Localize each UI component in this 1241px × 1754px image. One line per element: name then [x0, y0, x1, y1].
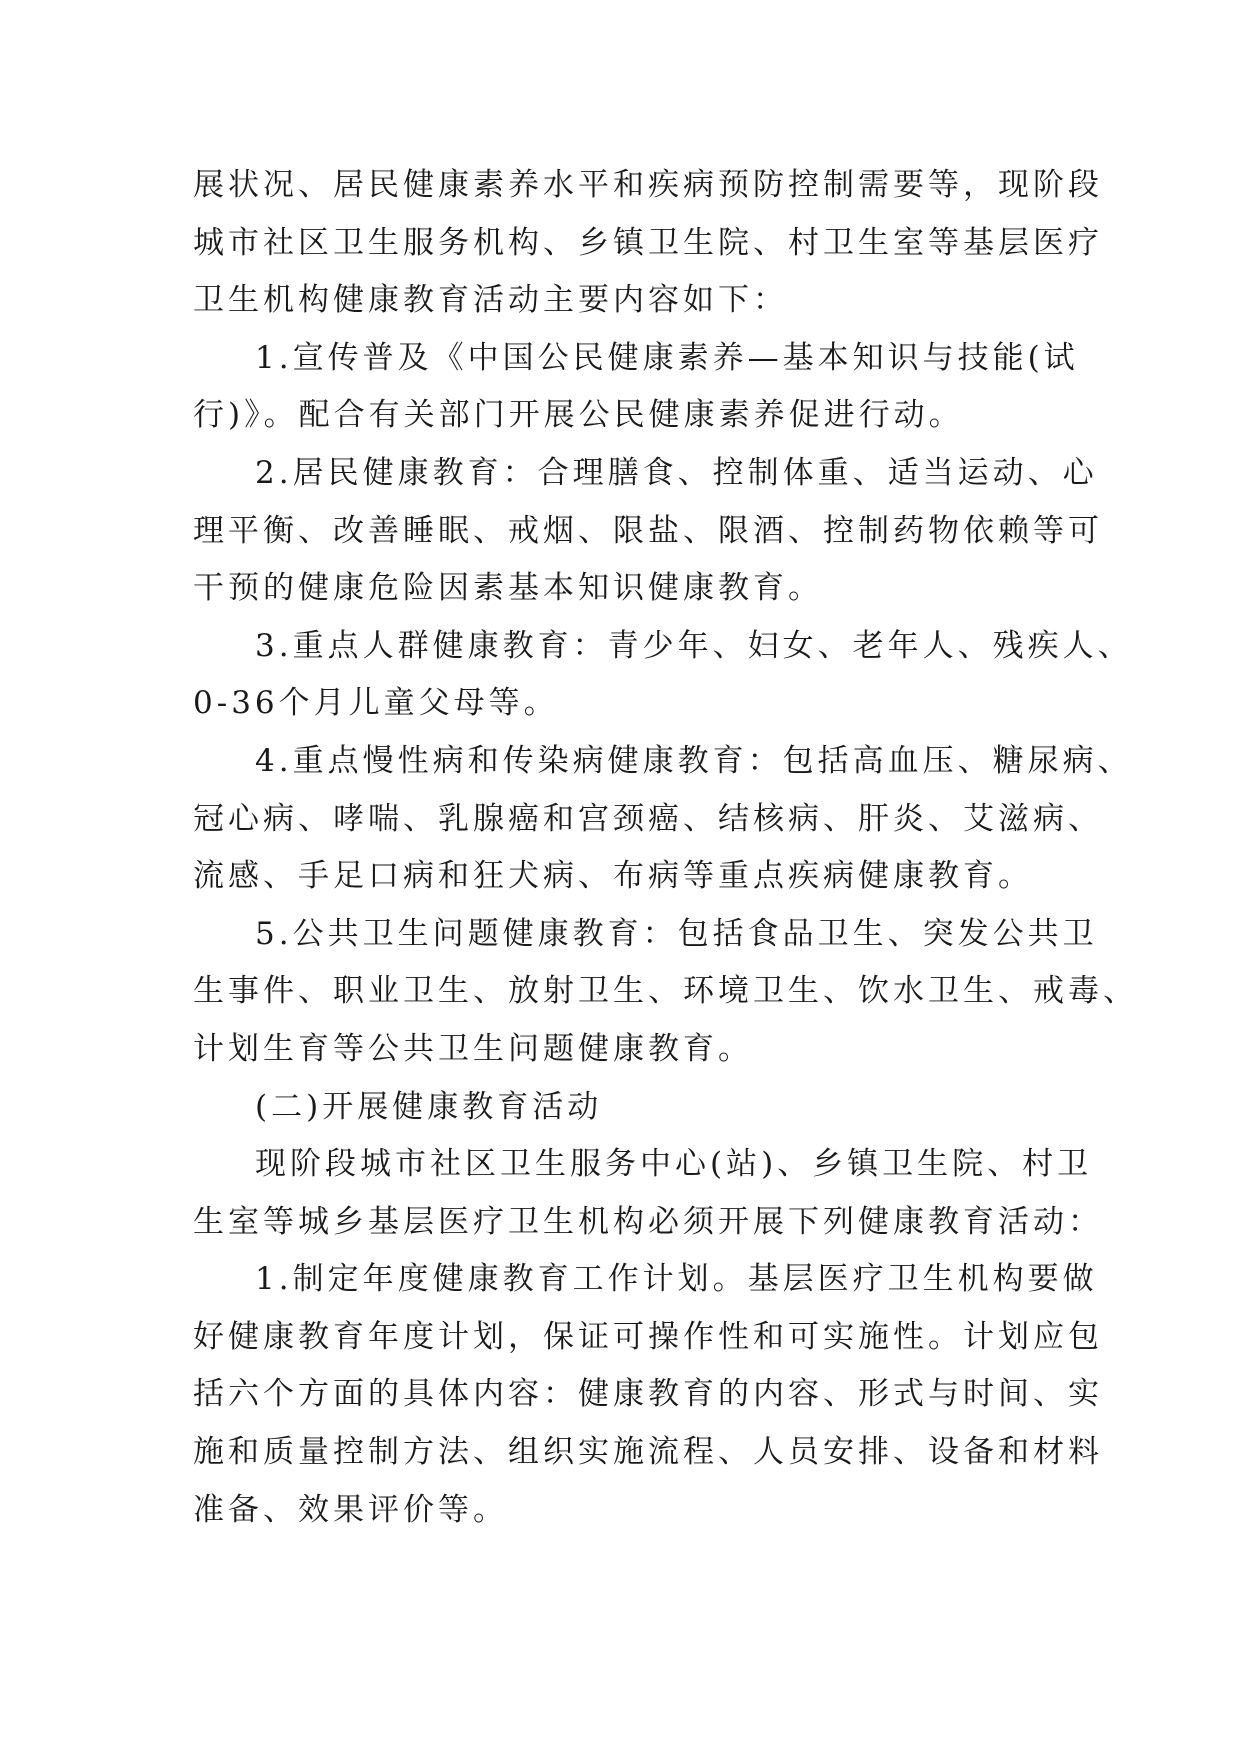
text-line: 流感、手足口病和狂犬病、布病等重点疾病健康教育。 [193, 858, 1033, 895]
text-line: 4.重点慢性病和传染病健康教育：包括高血压、糖尿病、 [255, 742, 1133, 779]
text-line: 1.制定年度健康教育工作计划。基层医疗卫生机构要做 [255, 1261, 1098, 1298]
text-line: 行)》。配合有关部门开展公民健康素养促进行动。 [193, 397, 964, 434]
text-line: 3.重点人群健康教育：青少年、妇女、老年人、残疾人、 [255, 627, 1133, 664]
text-line: 卫生机构健康教育活动主要内容如下： [193, 282, 788, 319]
text-line: (二)开展健康教育活动 [255, 1088, 603, 1125]
text-line: 括六个方面的具体内容：健康教育的内容、形式与时间、实 [193, 1376, 1103, 1413]
text-line: 展状况、居民健康素养水平和疾病预防控制需要等，现阶段 [193, 167, 1103, 203]
text-line: 生事件、职业卫生、放射卫生、环境卫生、饮水卫生、戒毒、 [193, 973, 1138, 1010]
text-line: 1.宣传普及《中国公民健康素养—基本知识与技能(试 [255, 339, 1079, 376]
text-line: 5.公共卫生问题健康教育：包括食品卫生、突发公共卫 [255, 915, 1098, 952]
text-line: 冠心病、哮喘、乳腺癌和宫颈癌、结核病、肝炎、艾滋病、 [193, 800, 1103, 837]
text-line: 城市社区卫生服务机构、乡镇卫生院、村卫生室等基层医疗 [193, 224, 1103, 261]
text-line: 现阶段城市社区卫生服务中心(站)、乡镇卫生院、村卫 [255, 1146, 1093, 1183]
text-line: 准备、效果评价等。 [193, 1491, 508, 1528]
text-line: 生室等城乡基层医疗卫生机构必须开展下列健康教育活动： [193, 1203, 1103, 1240]
text-line: 好健康教育年度计划，保证可操作性和可实施性。计划应包 [193, 1318, 1103, 1355]
text-line: 0-36个月儿童父母等。 [193, 685, 559, 722]
text-line: 计划生育等公共卫生问题健康教育。 [193, 1030, 753, 1067]
document-body [193, 157, 1138, 1539]
text-line: 理平衡、改善睡眠、戒烟、限盐、限酒、控制药物依赖等可 [193, 512, 1103, 549]
text-line: 2.居民健康教育：合理膳食、控制体重、适当运动、心 [255, 454, 1098, 491]
text-line: 干预的健康危险因素基本知识健康教育。 [193, 570, 823, 607]
text-line: 施和质量控制方法、组织实施流程、人员安排、设备和材料 [193, 1434, 1103, 1471]
